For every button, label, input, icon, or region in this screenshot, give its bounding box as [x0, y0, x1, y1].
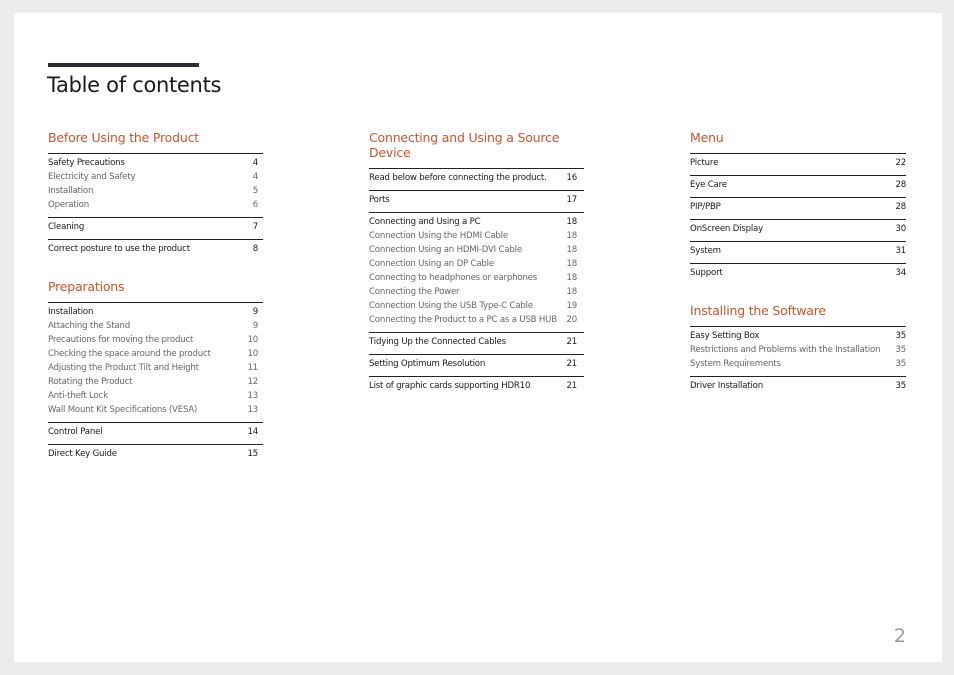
toc-entry-label: Direct Key Guide	[48, 449, 117, 459]
toc-entry-page: 7	[252, 222, 258, 232]
toc-entry-label: Picture	[690, 158, 719, 168]
toc-entry[interactable]	[690, 244, 906, 258]
toc-entry[interactable]	[48, 242, 263, 256]
toc-entry-label: Safety Precautions	[48, 158, 125, 168]
toc-entry-page: 21	[566, 359, 577, 369]
toc-entry-page: 18	[566, 273, 577, 283]
toc-entry-page: 20	[566, 315, 577, 325]
toc-subentry[interactable]	[369, 313, 584, 327]
toc-group	[369, 332, 584, 354]
toc-group	[48, 422, 263, 444]
toc-entry-label: Correct posture to use the product	[48, 244, 190, 254]
toc-entry-label: Attaching the Stand	[48, 321, 130, 331]
toc-subentry[interactable]	[369, 299, 584, 313]
toc-entry-page: 35	[895, 345, 906, 355]
toc-entry-page: 8	[252, 244, 258, 254]
toc-entry[interactable]	[369, 335, 584, 349]
section-title: Before Using the Product	[48, 130, 199, 145]
toc-entry-label: Read below before connecting the product.	[369, 173, 547, 183]
toc-section	[690, 130, 906, 285]
toc-entry[interactable]	[690, 266, 906, 280]
title-accent-bar	[48, 63, 199, 67]
toc-entry-label: Restrictions and Problems with the Installation	[690, 345, 881, 355]
toc-subentry[interactable]	[48, 184, 263, 198]
toc-subentry[interactable]	[48, 198, 263, 212]
toc-subentry[interactable]	[48, 403, 263, 417]
toc-entry-label: System Requirements	[690, 359, 781, 369]
document-page	[14, 13, 942, 662]
toc-entry-page: 17	[566, 195, 577, 205]
toc-subentry[interactable]	[369, 229, 584, 243]
toc-group	[690, 241, 906, 263]
toc-entry-page: 15	[247, 449, 258, 459]
toc-group	[369, 376, 584, 398]
toc-entry[interactable]	[690, 178, 906, 192]
toc-entry-label: Connection Using the USB Type-C Cable	[369, 301, 533, 311]
toc-section	[369, 130, 584, 398]
toc-section	[48, 130, 263, 261]
toc-entry-label: Cleaning	[48, 222, 85, 232]
toc-entry-page: 14	[247, 427, 258, 437]
toc-entry-page: 34	[895, 268, 906, 278]
toc-entry-label: PIP/PBP	[690, 202, 721, 212]
toc-group	[369, 354, 584, 376]
toc-entry[interactable]	[48, 425, 263, 439]
toc-entry[interactable]	[48, 156, 263, 170]
toc-group	[48, 302, 263, 422]
toc-entry-label: Installation	[48, 186, 94, 196]
toc-entry[interactable]	[690, 200, 906, 214]
toc-entry-label: Connection Using the HDMI Cable	[369, 231, 508, 241]
toc-subentry[interactable]	[48, 319, 263, 333]
toc-entry[interactable]	[369, 357, 584, 371]
toc-entry-label: Precautions for moving the product	[48, 335, 194, 345]
toc-group	[48, 239, 263, 261]
toc-entry-label: Connection Using an HDMI-DVI Cable	[369, 245, 522, 255]
toc-entry-page: 28	[895, 180, 906, 190]
section-title: Preparations	[48, 279, 125, 294]
toc-entry-label: Wall Mount Kit Specifications (VESA)	[48, 405, 198, 415]
toc-group	[690, 219, 906, 241]
toc-entry-label: Adjusting the Product Tilt and Height	[48, 363, 199, 373]
toc-entry-page: 4	[252, 158, 258, 168]
section-title: Menu	[690, 130, 724, 145]
toc-subentry[interactable]	[48, 361, 263, 375]
toc-entry-page: 21	[566, 381, 577, 391]
toc-column-3	[690, 130, 906, 416]
toc-entry-label: Connection Using an DP Cable	[369, 259, 494, 269]
toc-entry-page: 30	[895, 224, 906, 234]
toc-entry-label: Connecting and Using a PC	[369, 217, 481, 227]
toc-entry-label: Ports	[369, 195, 390, 205]
toc-entry-page: 35	[895, 331, 906, 341]
toc-entry-label: Electricity and Safety	[48, 172, 136, 182]
toc-entry[interactable]	[690, 379, 906, 393]
toc-entry-label: System	[690, 246, 721, 256]
toc-group	[48, 444, 263, 466]
toc-entry-page: 19	[566, 301, 577, 311]
toc-entry-label: Tidying Up the Connected Cables	[369, 337, 506, 347]
toc-entry-page: 13	[247, 391, 258, 401]
toc-group	[690, 197, 906, 219]
toc-entry-label: Checking the space around the product	[48, 349, 211, 359]
toc-entry-page: 10	[247, 349, 258, 359]
toc-section	[48, 279, 263, 466]
toc-entry[interactable]	[369, 193, 584, 207]
toc-entry-label: List of graphic cards supporting HDR10	[369, 381, 531, 391]
toc-entry-label: Connecting the Product to a PC as a USB HUB	[369, 315, 557, 325]
toc-entry[interactable]	[369, 171, 584, 185]
toc-group	[690, 175, 906, 197]
toc-entry-label: Support	[690, 268, 723, 278]
toc-entry-label: Easy Setting Box	[690, 331, 760, 341]
toc-entry[interactable]	[48, 220, 263, 234]
toc-entry-page: 18	[566, 217, 577, 227]
toc-entry-page: 18	[566, 231, 577, 241]
toc-entry-label: Anti-theft Lock	[48, 391, 108, 401]
toc-entry-page: 9	[252, 321, 258, 331]
toc-subentry[interactable]	[369, 257, 584, 271]
toc-section	[690, 303, 906, 398]
toc-group	[369, 212, 584, 332]
section-title: Installing the Software	[690, 303, 826, 318]
toc-subentry[interactable]	[690, 357, 906, 371]
toc-column-2	[369, 130, 584, 416]
toc-group	[690, 263, 906, 285]
toc-subentry[interactable]	[48, 389, 263, 403]
toc-entry-page: 21	[566, 337, 577, 347]
toc-entry-page: 6	[252, 200, 258, 210]
toc-entry[interactable]	[690, 222, 906, 236]
toc-entry-label: Driver Installation	[690, 381, 763, 391]
toc-entry[interactable]	[369, 215, 584, 229]
toc-entry-page: 5	[252, 186, 258, 196]
toc-group	[690, 326, 906, 376]
toc-entry-page: 12	[247, 377, 258, 387]
toc-group	[690, 153, 906, 175]
toc-entry-page: 13	[247, 405, 258, 415]
toc-entry-page: 22	[895, 158, 906, 168]
toc-entry-label: Connecting the Power	[369, 287, 460, 297]
toc-entry[interactable]	[48, 447, 263, 461]
toc-subentry[interactable]	[369, 243, 584, 257]
toc-entry[interactable]	[369, 379, 584, 393]
toc-entry-page: 16	[566, 173, 577, 183]
toc-entry[interactable]	[690, 329, 906, 343]
toc-subentry[interactable]	[690, 343, 906, 357]
toc-subentry[interactable]	[369, 271, 584, 285]
toc-entry-page: 18	[566, 245, 577, 255]
toc-subentry[interactable]	[48, 375, 263, 389]
toc-entry[interactable]	[48, 305, 263, 319]
toc-entry-page: 10	[247, 335, 258, 345]
toc-entry[interactable]	[690, 156, 906, 170]
toc-column-1	[48, 130, 263, 484]
toc-entry-page: 9	[252, 307, 258, 317]
toc-entry-label: Connecting to headphones or earphones	[369, 273, 538, 283]
toc-entry-page: 35	[895, 359, 906, 369]
toc-group	[48, 217, 263, 239]
toc-entry-label: Installation	[48, 307, 94, 317]
toc-subentry[interactable]	[48, 347, 263, 361]
toc-entry-page: 18	[566, 259, 577, 269]
toc-group	[369, 190, 584, 212]
toc-entry-page: 31	[895, 246, 906, 256]
page-number: 2	[893, 625, 906, 647]
toc-entry-page: 4	[252, 172, 258, 182]
toc-group	[369, 168, 584, 190]
toc-entry-label: Rotating the Product	[48, 377, 133, 387]
toc-entry-label: Eye Care	[690, 180, 727, 190]
toc-entry-label: Setting Optimum Resolution	[369, 359, 486, 369]
toc-group	[48, 153, 263, 217]
toc-entry-label: Operation	[48, 200, 89, 210]
toc-group	[690, 376, 906, 398]
toc-subentry[interactable]	[48, 333, 263, 347]
section-title: Connecting and Using a Source Device	[369, 130, 560, 160]
page-title: Table of contents	[47, 73, 222, 97]
toc-entry-page: 11	[247, 363, 258, 373]
toc-subentry[interactable]	[369, 285, 584, 299]
toc-entry-page: 28	[895, 202, 906, 212]
toc-entry-page: 35	[895, 381, 906, 391]
toc-entry-label: Control Panel	[48, 427, 103, 437]
toc-entry-label: OnScreen Display	[690, 224, 763, 234]
toc-entry-page: 18	[566, 287, 577, 297]
toc-subentry[interactable]	[48, 170, 263, 184]
